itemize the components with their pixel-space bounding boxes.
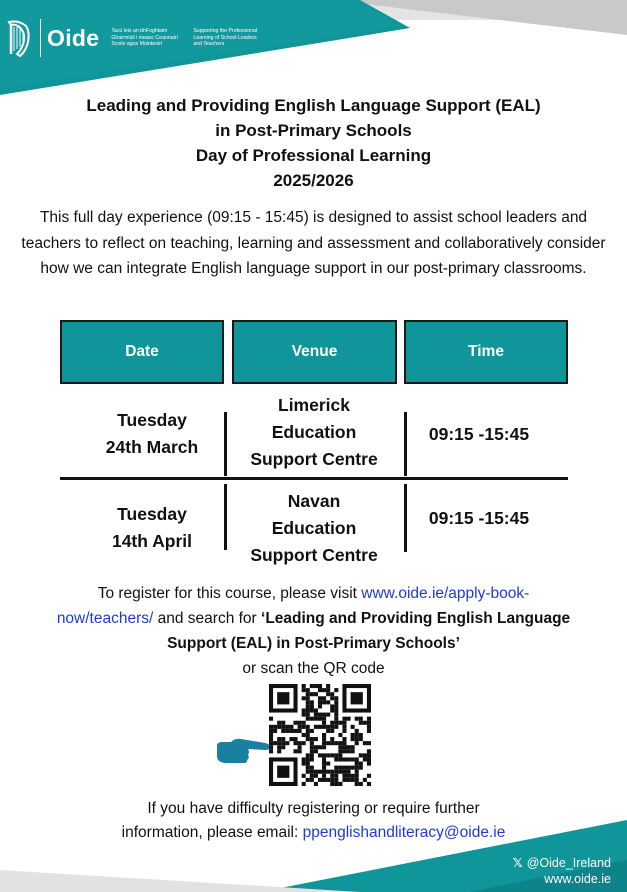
x-handle[interactable]: @Oide_Ireland — [526, 856, 611, 870]
row1-venue: Limerick Education Support Centre — [250, 394, 378, 469]
contact-info: If you have difficulty registering or require further information, please email: ppenglishandliteracy@oide.ie — [121, 800, 506, 841]
x-logo-icon: 𝕏 — [512, 856, 523, 870]
contact-email-link[interactable]: ppenglishandliteracy@oide.ie — [302, 824, 506, 841]
tagline-english: Supporting the Professional Learning of School Leaders and Teachers — [193, 28, 258, 48]
row1-divider-left — [224, 412, 227, 476]
header-venue: Venue — [232, 320, 397, 384]
row1-time: 09:15 -15:45 — [428, 423, 530, 444]
qr-code[interactable] — [269, 684, 371, 786]
row2-venue: Navan Education Support Centre — [250, 490, 378, 565]
course-name: ‘Leading and Providing English Language Support (EAL) in Post-Primary Schools’ — [167, 610, 571, 652]
pointing-hand-icon — [215, 736, 271, 764]
logo-divider — [40, 19, 41, 57]
register-instructions: To register for this course, please visit www.oide.ie/apply-book-now/teachers/ and search for ‘Leading and Providing English Language Support (EAL) in Post-Primary Schools’ or scan the QR code — [56, 585, 571, 677]
social-footer — [513, 855, 611, 887]
row1-date: Tuesday 24th March — [105, 410, 199, 457]
row2-divider-left — [224, 484, 227, 550]
website-link[interactable]: www.oide.ie — [544, 872, 611, 886]
intro-paragraph: This full day experience (09:15 - 15:45) is designed to assist school leaders and teachers to reflect on teaching, learning and assessment and collaboratively consider how we can integrate English language support in our post-primary classrooms. — [21, 209, 606, 277]
header-date: Date — [60, 320, 224, 384]
page-title: Leading and Providing English Language Support (EAL) in Post-Primary Schools Day of Professional Learning 2025/2026 — [86, 96, 541, 190]
row1-divider-right — [404, 412, 407, 476]
row2-time: 09:15 -15:45 — [428, 507, 530, 528]
oide-logo — [6, 14, 265, 62]
header-time: Time — [404, 320, 568, 384]
brand-name: Oide — [47, 24, 100, 51]
tagline-irish: Tacú leis an bhFoghlaim Ghairmiúil i measc Ceannairí Scoile agus Múinteoirí — [111, 28, 178, 48]
harp-icon — [6, 18, 32, 58]
row-separator — [60, 477, 568, 480]
register-link[interactable]: www.oide.ie/apply-book-now/teachers/ — [56, 585, 530, 627]
row2-date: Tuesday 14th April — [111, 504, 193, 551]
row2-divider-right — [404, 484, 407, 552]
